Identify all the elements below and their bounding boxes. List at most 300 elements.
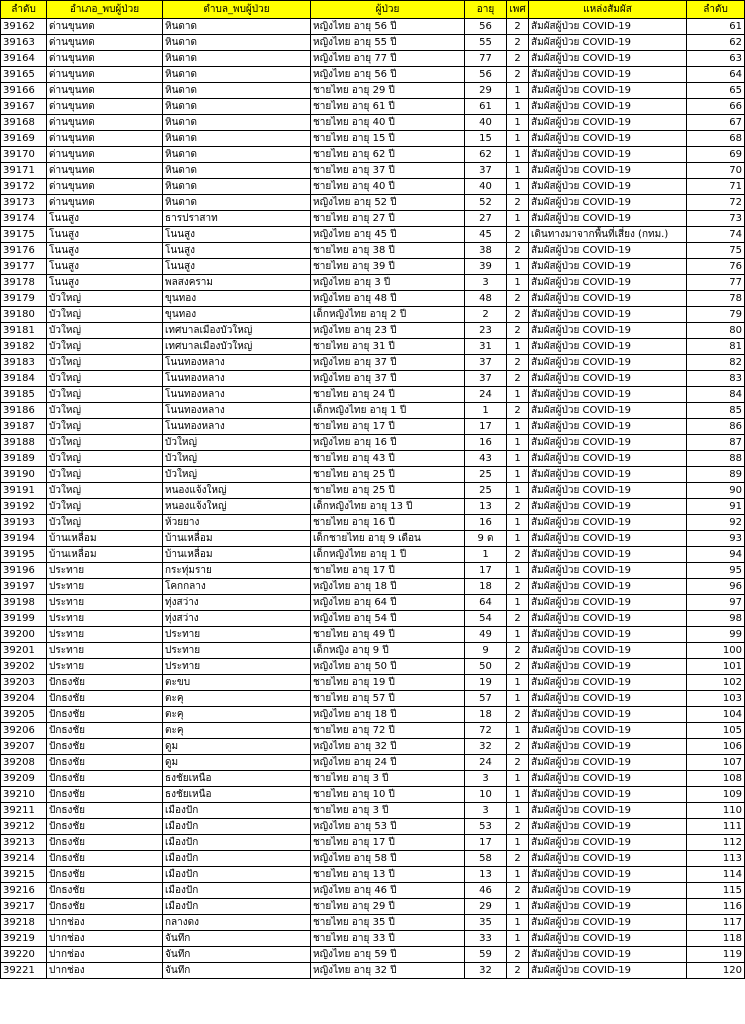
table-row [1,259,745,275]
cell-sex: 2 [507,291,529,307]
cell-sex: 2 [507,819,529,835]
cell-order: 109 [687,787,745,803]
cell-order: 80 [687,323,745,339]
cell-patient: ชายไทย อายุ 19 ปี [311,675,465,691]
cell-patient: เด็กชายไทย อายุ 9 เดือน [311,531,465,547]
cell-id: 39199 [1,611,47,627]
table-row [1,947,745,963]
header-sex: เพศ [507,1,529,19]
cell-sex: 1 [507,787,529,803]
cell-patient: ชายไทย อายุ 62 ปี [311,147,465,163]
cell-amphoe: ปักธงชัย [47,739,163,755]
cell-id: 39181 [1,323,47,339]
table-row [1,595,745,611]
cell-tambon: หนองแจ้งใหญ่ [163,483,311,499]
cell-source: สัมผัสผู้ป่วย COVID-19 [529,99,687,115]
cell-age: 32 [465,739,507,755]
cell-order: 86 [687,419,745,435]
table-row [1,291,745,307]
cell-amphoe: บัวใหญ่ [47,467,163,483]
cell-source: สัมผัสผู้ป่วย COVID-19 [529,723,687,739]
cell-id: 39178 [1,275,47,291]
cell-patient: หญิงไทย อายุ 53 ปี [311,819,465,835]
cell-source: สัมผัสผู้ป่วย COVID-19 [529,915,687,931]
cell-sex: 2 [507,499,529,515]
cell-patient: หญิงไทย อายุ 56 ปี [311,19,465,35]
cell-source: สัมผัสผู้ป่วย COVID-19 [529,963,687,979]
cell-amphoe: ปากช่อง [47,915,163,931]
cell-id: 39198 [1,595,47,611]
cell-age: 40 [465,179,507,195]
cell-age: 18 [465,707,507,723]
cell-age: 3 [465,771,507,787]
cell-amphoe: บัวใหญ่ [47,419,163,435]
cell-order: 77 [687,275,745,291]
cell-id: 39183 [1,355,47,371]
cell-age: 24 [465,755,507,771]
cell-patient: หญิงไทย อายุ 45 ปี [311,227,465,243]
cell-amphoe: ปักธงชัย [47,787,163,803]
table-row [1,899,745,915]
table-row [1,531,745,547]
table-row [1,115,745,131]
cell-age: 59 [465,947,507,963]
header-order: ลำดับ [687,1,745,19]
cell-amphoe: ด่านขุนทด [47,195,163,211]
cell-amphoe: ปากช่อง [47,931,163,947]
cell-sex: 2 [507,659,529,675]
header-patient: ผู้ป่วย [311,1,465,19]
cell-sex: 2 [507,611,529,627]
cell-order: 104 [687,707,745,723]
cell-sex: 2 [507,51,529,67]
cell-source: สัมผัสผู้ป่วย COVID-19 [529,659,687,675]
cell-id: 39173 [1,195,47,211]
cell-id: 39170 [1,147,47,163]
cell-age: 35 [465,915,507,931]
cell-amphoe: ปักธงชัย [47,819,163,835]
cell-amphoe: ปักธงชัย [47,835,163,851]
cell-source: สัมผัสผู้ป่วย COVID-19 [529,307,687,323]
cell-sex: 1 [507,163,529,179]
cell-id: 39186 [1,403,47,419]
cell-sex: 1 [507,867,529,883]
cell-tambon: บัวใหญ่ [163,435,311,451]
cell-tambon: ตะคุ [163,691,311,707]
cell-source: สัมผัสผู้ป่วย COVID-19 [529,867,687,883]
cell-tambon: ตะขบ [163,675,311,691]
table-row [1,307,745,323]
cell-sex: 1 [507,627,529,643]
cell-age: 49 [465,627,507,643]
cell-age: 13 [465,499,507,515]
cell-id: 39204 [1,691,47,707]
cell-order: 115 [687,883,745,899]
cell-sex: 1 [507,595,529,611]
cell-patient: หญิงไทย อายุ 23 ปี [311,323,465,339]
cell-sex: 2 [507,963,529,979]
cell-amphoe: ปักธงชัย [47,851,163,867]
cell-sex: 2 [507,707,529,723]
cell-source: สัมผัสผู้ป่วย COVID-19 [529,19,687,35]
cell-amphoe: ประทาย [47,627,163,643]
cell-sex: 1 [507,339,529,355]
cell-patient: หญิงไทย อายุ 32 ปี [311,963,465,979]
cell-age: 45 [465,227,507,243]
cell-amphoe: ปักธงชัย [47,707,163,723]
cell-tambon: บัวใหญ่ [163,467,311,483]
cell-patient: ชายไทย อายุ 40 ปี [311,115,465,131]
cell-source: สัมผัสผู้ป่วย COVID-19 [529,259,687,275]
cell-source: สัมผัสผู้ป่วย COVID-19 [529,371,687,387]
header-age: อายุ [465,1,507,19]
cell-id: 39208 [1,755,47,771]
cell-patient: หญิงไทย อายุ 18 ปี [311,707,465,723]
cell-order: 89 [687,467,745,483]
cell-tambon: โนนสูง [163,227,311,243]
cell-sex: 1 [507,99,529,115]
cell-order: 117 [687,915,745,931]
cell-source: สัมผัสผู้ป่วย COVID-19 [529,675,687,691]
cell-id: 39205 [1,707,47,723]
cell-order: 76 [687,259,745,275]
cell-order: 105 [687,723,745,739]
table-row [1,819,745,835]
cell-source: สัมผัสผู้ป่วย COVID-19 [529,835,687,851]
table-row [1,963,745,979]
table-row [1,403,745,419]
cell-sex: 2 [507,755,529,771]
cell-age: 29 [465,899,507,915]
cell-age: 58 [465,851,507,867]
cell-sex: 1 [507,435,529,451]
cell-age: 15 [465,131,507,147]
cell-order: 88 [687,451,745,467]
cell-tambon: โนนทองหลาง [163,355,311,371]
cell-order: 99 [687,627,745,643]
cell-id: 39202 [1,659,47,675]
cell-tambon: หินดาด [163,19,311,35]
cell-tambon: หินดาด [163,115,311,131]
cell-sex: 2 [507,227,529,243]
cell-order: 68 [687,131,745,147]
cell-patient: ชายไทย อายุ 25 ปี [311,467,465,483]
cell-patient: หญิงไทย อายุ 46 ปี [311,883,465,899]
cell-source: สัมผัสผู้ป่วย COVID-19 [529,579,687,595]
cell-id: 39192 [1,499,47,515]
cell-id: 39197 [1,579,47,595]
cell-sex: 2 [507,947,529,963]
cell-patient: หญิงไทย อายุ 32 ปี [311,739,465,755]
cell-age: 17 [465,419,507,435]
cell-id: 39182 [1,339,47,355]
cell-source: สัมผัสผู้ป่วย COVID-19 [529,947,687,963]
cell-age: 1 [465,403,507,419]
cell-patient: ชายไทย อายุ 49 ปี [311,627,465,643]
cell-amphoe: ด่านขุนทด [47,163,163,179]
table-row [1,323,745,339]
table-row [1,643,745,659]
cell-source: สัมผัสผู้ป่วย COVID-19 [529,595,687,611]
header-source: แหล่งสัมผัส [529,1,687,19]
cell-source: สัมผัสผู้ป่วย COVID-19 [529,451,687,467]
cell-tambon: เทศบาลเมืองบัวใหญ่ [163,323,311,339]
cell-patient: ชายไทย อายุ 43 ปี [311,451,465,467]
cell-order: 75 [687,243,745,259]
cell-order: 96 [687,579,745,595]
cell-age: 37 [465,355,507,371]
cell-id: 39172 [1,179,47,195]
cell-amphoe: ปากช่อง [47,947,163,963]
cell-age: 17 [465,835,507,851]
cell-source: สัมผัสผู้ป่วย COVID-19 [529,483,687,499]
cell-id: 39217 [1,899,47,915]
header-id: ลำดับ [1,1,47,19]
cell-amphoe: บัวใหญ่ [47,387,163,403]
cell-amphoe: ปากช่อง [47,963,163,979]
cell-patient: ชายไทย อายุ 15 ปี [311,131,465,147]
cell-source: สัมผัสผู้ป่วย COVID-19 [529,435,687,451]
cell-sex: 1 [507,899,529,915]
cell-order: 73 [687,211,745,227]
cell-tambon: ห้วยยาง [163,515,311,531]
cell-sex: 1 [507,675,529,691]
case-rows [1,19,745,979]
cell-sex: 1 [507,483,529,499]
cell-patient: ชายไทย อายุ 40 ปี [311,179,465,195]
table-row [1,579,745,595]
cell-sex: 1 [507,563,529,579]
table-row [1,627,745,643]
cell-patient: หญิงไทย อายุ 54 ปี [311,611,465,627]
cell-source: สัมผัสผู้ป่วย COVID-19 [529,467,687,483]
table-row [1,179,745,195]
cell-source: สัมผัสผู้ป่วย COVID-19 [529,883,687,899]
cell-age: 48 [465,291,507,307]
cell-order: 72 [687,195,745,211]
cell-age: 53 [465,819,507,835]
cell-age: 43 [465,451,507,467]
cell-tambon: บัวใหญ่ [163,451,311,467]
table-row [1,787,745,803]
cell-order: 116 [687,899,745,915]
table-row [1,227,745,243]
cell-id: 39207 [1,739,47,755]
cell-source: สัมผัสผู้ป่วย COVID-19 [529,67,687,83]
cell-amphoe: บัวใหญ่ [47,339,163,355]
cell-id: 39210 [1,787,47,803]
cell-sex: 1 [507,531,529,547]
cell-id: 39221 [1,963,47,979]
cell-amphoe: ปักธงชัย [47,755,163,771]
cell-sex: 1 [507,83,529,99]
table-row [1,131,745,147]
cell-patient: หญิงไทย อายุ 52 ปี [311,195,465,211]
cell-amphoe: ด่านขุนทด [47,83,163,99]
cell-amphoe: ด่านขุนทด [47,147,163,163]
cell-order: 82 [687,355,745,371]
cell-age: 37 [465,371,507,387]
cell-patient: หญิงไทย อายุ 48 ปี [311,291,465,307]
cell-tambon: หินดาด [163,163,311,179]
cell-id: 39185 [1,387,47,403]
cell-source: สัมผัสผู้ป่วย COVID-19 [529,627,687,643]
table-row [1,611,745,627]
cell-sex: 1 [507,691,529,707]
cell-tambon: หนองแจ้งใหญ่ [163,499,311,515]
cell-sex: 2 [507,851,529,867]
cell-tambon: จันทึก [163,963,311,979]
table-row [1,563,745,579]
cell-amphoe: บัวใหญ่ [47,371,163,387]
cell-id: 39216 [1,883,47,899]
cell-source: สัมผัสผู้ป่วย COVID-19 [529,291,687,307]
cell-sex: 1 [507,915,529,931]
cell-id: 39195 [1,547,47,563]
table-row [1,211,745,227]
cell-patient: เด็กหญิงไทย อายุ 13 ปี [311,499,465,515]
cell-patient: ชายไทย อายุ 61 ปี [311,99,465,115]
cell-sex: 2 [507,243,529,259]
cell-order: 85 [687,403,745,419]
table-row [1,851,745,867]
cell-age: 39 [465,259,507,275]
cell-id: 39180 [1,307,47,323]
cell-tambon: โนนทองหลาง [163,371,311,387]
cell-tambon: ธงชัยเหนือ [163,787,311,803]
cell-tambon: ดูม [163,755,311,771]
cell-amphoe: บ้านเหลื่อม [47,531,163,547]
cell-source: สัมผัสผู้ป่วย COVID-19 [529,547,687,563]
cell-order: 67 [687,115,745,131]
cell-tambon: หินดาด [163,35,311,51]
cell-sex: 1 [507,835,529,851]
cell-order: 84 [687,387,745,403]
table-row [1,371,745,387]
cell-amphoe: บัวใหญ่ [47,307,163,323]
cell-source: สัมผัสผู้ป่วย COVID-19 [529,211,687,227]
cell-id: 39213 [1,835,47,851]
cell-age: 9 ด [465,531,507,547]
cell-amphoe: บัวใหญ่ [47,435,163,451]
cell-source: สัมผัสผู้ป่วย COVID-19 [529,803,687,819]
cell-patient: ชายไทย อายุ 35 ปี [311,915,465,931]
cell-age: 52 [465,195,507,211]
cell-patient: ชายไทย อายุ 13 ปี [311,867,465,883]
cell-tambon: ประทาย [163,627,311,643]
cell-id: 39214 [1,851,47,867]
cell-age: 55 [465,35,507,51]
cell-order: 113 [687,851,745,867]
cell-id: 39166 [1,83,47,99]
cell-age: 17 [465,563,507,579]
cell-order: 74 [687,227,745,243]
cell-amphoe: ประทาย [47,595,163,611]
cell-age: 25 [465,483,507,499]
cell-sex: 2 [507,643,529,659]
cell-source: สัมผัสผู้ป่วย COVID-19 [529,739,687,755]
cell-id: 39175 [1,227,47,243]
cell-sex: 2 [507,579,529,595]
cell-source: สัมผัสผู้ป่วย COVID-19 [529,243,687,259]
cell-patient: ชายไทย อายุ 33 ปี [311,931,465,947]
cell-tambon: เมืองปัก [163,851,311,867]
cell-amphoe: บัวใหญ่ [47,403,163,419]
cell-order: 81 [687,339,745,355]
cell-source: สัมผัสผู้ป่วย COVID-19 [529,35,687,51]
cell-tambon: ธงชัยเหนือ [163,771,311,787]
cell-sex: 2 [507,35,529,51]
cell-source: สัมผัสผู้ป่วย COVID-19 [529,899,687,915]
table-row [1,163,745,179]
cell-order: 120 [687,963,745,979]
table-row [1,691,745,707]
cell-id: 39168 [1,115,47,131]
cell-amphoe: บัวใหญ่ [47,291,163,307]
cell-amphoe: โนนสูง [47,227,163,243]
cell-source: สัมผัสผู้ป่วย COVID-19 [529,499,687,515]
cell-source: สัมผัสผู้ป่วย COVID-19 [529,163,687,179]
cell-patient: หญิงไทย อายุ 37 ปี [311,355,465,371]
cell-amphoe: บัวใหญ่ [47,451,163,467]
cell-age: 13 [465,867,507,883]
cell-sex: 1 [507,723,529,739]
cell-amphoe: ปักธงชัย [47,675,163,691]
cell-sex: 1 [507,803,529,819]
header-tambon: ตำบล_พบผู้ป่วย [163,1,311,19]
cell-age: 1 [465,547,507,563]
cell-order: 108 [687,771,745,787]
cell-source: สัมผัสผู้ป่วย COVID-19 [529,851,687,867]
cell-id: 39193 [1,515,47,531]
cell-patient: ชายไทย อายุ 72 ปี [311,723,465,739]
cell-source: สัมผัสผู้ป่วย COVID-19 [529,403,687,419]
cell-amphoe: ด่านขุนทด [47,67,163,83]
cell-tambon: จันทึก [163,931,311,947]
cell-id: 39218 [1,915,47,931]
table-row [1,467,745,483]
cell-tambon: ประทาย [163,643,311,659]
cell-tambon: โนนสูง [163,243,311,259]
cell-order: 118 [687,931,745,947]
cell-amphoe: ประทาย [47,611,163,627]
cell-source: สัมผัสผู้ป่วย COVID-19 [529,83,687,99]
cell-source: สัมผัสผู้ป่วย COVID-19 [529,115,687,131]
cell-sex: 1 [507,147,529,163]
cell-tambon: จันทึก [163,947,311,963]
table-row [1,483,745,499]
cell-patient: ชายไทย อายุ 16 ปี [311,515,465,531]
table-row [1,771,745,787]
cell-tambon: หินดาด [163,67,311,83]
cell-tambon: หินดาด [163,131,311,147]
cell-id: 39177 [1,259,47,275]
cell-tambon: หินดาด [163,195,311,211]
cell-sex: 1 [507,259,529,275]
table-row [1,19,745,35]
cell-amphoe: ประทาย [47,643,163,659]
cell-source: สัมผัสผู้ป่วย COVID-19 [529,515,687,531]
cell-age: 40 [465,115,507,131]
cell-tambon: เทศบาลเมืองบัวใหญ่ [163,339,311,355]
cell-order: 71 [687,179,745,195]
cell-age: 37 [465,163,507,179]
cell-tambon: โนนทองหลาง [163,387,311,403]
cell-source: สัมผัสผู้ป่วย COVID-19 [529,707,687,723]
cell-tambon: ตะคุ [163,723,311,739]
cell-patient: หญิงไทย อายุ 24 ปี [311,755,465,771]
cell-order: 103 [687,691,745,707]
